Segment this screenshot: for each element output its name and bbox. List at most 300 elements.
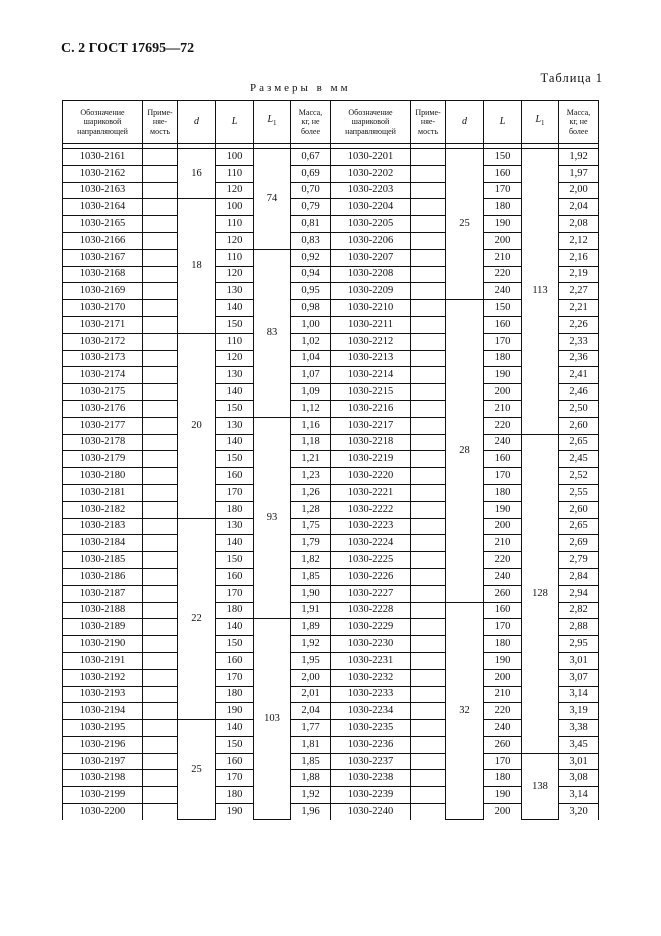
- L-cell-right: 240: [484, 720, 522, 737]
- applicability-cell-left: [143, 636, 178, 653]
- L-cell-right: 180: [484, 199, 522, 216]
- mass-cell-right: 2,41: [559, 367, 599, 384]
- L-cell-right: 200: [484, 518, 522, 535]
- applicability-cell-left: [143, 669, 178, 686]
- mass-cell-right: 2,79: [559, 552, 599, 569]
- designation-cell-left: 1030-2191: [63, 652, 143, 669]
- mass-cell-right: 3,07: [559, 669, 599, 686]
- mass-cell-right: 3,08: [559, 770, 599, 787]
- applicability-cell-left: [143, 384, 178, 401]
- mass-cell-left: 1,04: [291, 350, 331, 367]
- designation-cell-left: 1030-2182: [63, 501, 143, 518]
- table-row: [63, 636, 599, 653]
- applicability-cell-right: [411, 585, 446, 602]
- L1-group-cell-right: 113: [522, 149, 559, 435]
- L-cell-left: 160: [216, 753, 254, 770]
- table-row: [63, 736, 599, 753]
- L-cell-right: 220: [484, 266, 522, 283]
- applicability-cell-left: [143, 333, 178, 350]
- designation-cell-left: 1030-2188: [63, 602, 143, 619]
- L-cell-right: 190: [484, 216, 522, 233]
- header-applicability-left: Приме- няе- мость: [143, 101, 178, 144]
- table-body: [63, 144, 599, 820]
- mass-cell-right: 2,27: [559, 283, 599, 300]
- applicability-cell-left: [143, 468, 178, 485]
- mass-cell-right: 2,45: [559, 451, 599, 468]
- mass-cell-right: 3,01: [559, 753, 599, 770]
- table-row: [63, 669, 599, 686]
- applicability-cell-right: [411, 350, 446, 367]
- table-row: [63, 720, 599, 737]
- L-cell-right: 240: [484, 434, 522, 451]
- L-cell-left: 100: [216, 199, 254, 216]
- designation-cell-left: 1030-2166: [63, 232, 143, 249]
- designation-cell-left: 1030-2162: [63, 165, 143, 182]
- designation-cell-right: 1030-2213: [331, 350, 411, 367]
- mass-cell-right: 3,20: [559, 804, 599, 820]
- designation-cell-right: 1030-2220: [331, 468, 411, 485]
- mass-cell-left: 1,96: [291, 804, 331, 820]
- mass-cell-left: 0,81: [291, 216, 331, 233]
- mass-cell-left: 1,81: [291, 736, 331, 753]
- applicability-cell-left: [143, 149, 178, 166]
- mass-cell-right: 1,92: [559, 149, 599, 166]
- L-cell-left: 140: [216, 434, 254, 451]
- designation-cell-right: 1030-2214: [331, 367, 411, 384]
- mass-cell-left: 1,75: [291, 518, 331, 535]
- mass-cell-right: 2,19: [559, 266, 599, 283]
- mass-cell-right: 2,60: [559, 417, 599, 434]
- page-header: С. 2 ГОСТ 17695—72: [61, 41, 195, 56]
- L1-group-cell-left: 83: [254, 249, 291, 417]
- applicability-cell-left: [143, 568, 178, 585]
- designation-cell-left: 1030-2175: [63, 384, 143, 401]
- designation-cell-left: 1030-2196: [63, 736, 143, 753]
- mass-cell-left: 1,18: [291, 434, 331, 451]
- applicability-cell-right: [411, 535, 446, 552]
- applicability-cell-right: [411, 451, 446, 468]
- d-group-cell-left: 20: [178, 333, 216, 518]
- table-number: Таблица 1: [540, 71, 603, 85]
- mass-cell-left: 1,95: [291, 652, 331, 669]
- applicability-cell-left: [143, 518, 178, 535]
- d-group-cell-left: 16: [178, 149, 216, 199]
- mass-cell-left: 0,92: [291, 249, 331, 266]
- applicability-cell-left: [143, 585, 178, 602]
- mass-cell-right: 2,84: [559, 568, 599, 585]
- table-row: [63, 216, 599, 233]
- designation-cell-left: 1030-2164: [63, 199, 143, 216]
- applicability-cell-left: [143, 232, 178, 249]
- designation-cell-right: 1030-2201: [331, 149, 411, 166]
- designation-cell-left: 1030-2167: [63, 249, 143, 266]
- L-cell-right: 210: [484, 686, 522, 703]
- applicability-cell-right: [411, 804, 446, 820]
- table-row: [63, 585, 599, 602]
- table-row: [63, 316, 599, 333]
- header-mass-left: Масса, кг, не более: [291, 101, 331, 144]
- designation-cell-right: 1030-2221: [331, 484, 411, 501]
- header-L1-left: $L_1$: [254, 101, 291, 144]
- L-cell-left: 100: [216, 149, 254, 166]
- mass-cell-left: 0,79: [291, 199, 331, 216]
- table-row: [63, 518, 599, 535]
- L-cell-right: 190: [484, 501, 522, 518]
- L-cell-left: 110: [216, 216, 254, 233]
- applicability-cell-left: [143, 300, 178, 317]
- mass-cell-left: 2,01: [291, 686, 331, 703]
- L-cell-right: 200: [484, 232, 522, 249]
- designation-cell-right: 1030-2229: [331, 619, 411, 636]
- mass-cell-right: 3,14: [559, 686, 599, 703]
- applicability-cell-right: [411, 165, 446, 182]
- applicability-cell-right: [411, 552, 446, 569]
- designation-cell-right: 1030-2225: [331, 552, 411, 569]
- applicability-cell-right: [411, 333, 446, 350]
- applicability-cell-left: [143, 770, 178, 787]
- table-row: [63, 367, 599, 384]
- applicability-cell-left: [143, 652, 178, 669]
- applicability-cell-left: [143, 165, 178, 182]
- applicability-cell-right: [411, 367, 446, 384]
- table-row: [63, 619, 599, 636]
- mass-cell-left: 1,09: [291, 384, 331, 401]
- L-cell-left: 180: [216, 686, 254, 703]
- designation-cell-right: 1030-2210: [331, 300, 411, 317]
- designation-cell-left: 1030-2197: [63, 753, 143, 770]
- designation-cell-right: 1030-2215: [331, 384, 411, 401]
- applicability-cell-left: [143, 535, 178, 552]
- applicability-cell-left: [143, 804, 178, 820]
- L-cell-right: 190: [484, 367, 522, 384]
- L-cell-right: 150: [484, 300, 522, 317]
- applicability-cell-right: [411, 787, 446, 804]
- header-designation-right: Обозначение шариковой направляющей: [331, 101, 411, 144]
- designation-cell-left: 1030-2184: [63, 535, 143, 552]
- applicability-cell-right: [411, 736, 446, 753]
- designation-cell-left: 1030-2186: [63, 568, 143, 585]
- L-cell-left: 160: [216, 568, 254, 585]
- designation-cell-left: 1030-2198: [63, 770, 143, 787]
- designation-cell-right: 1030-2202: [331, 165, 411, 182]
- mass-cell-right: 2,60: [559, 501, 599, 518]
- L1-group-cell-left: 103: [254, 619, 291, 820]
- mass-cell-right: 2,12: [559, 232, 599, 249]
- mass-cell-left: 1,92: [291, 636, 331, 653]
- table-row: [63, 400, 599, 417]
- applicability-cell-right: [411, 720, 446, 737]
- table-row: [63, 417, 599, 434]
- designation-cell-right: 1030-2223: [331, 518, 411, 535]
- applicability-cell-left: [143, 182, 178, 199]
- L-cell-right: 210: [484, 535, 522, 552]
- designation-cell-left: 1030-2168: [63, 266, 143, 283]
- L-cell-right: 210: [484, 400, 522, 417]
- table-row: [63, 703, 599, 720]
- designation-cell-right: 1030-2232: [331, 669, 411, 686]
- L-cell-right: 200: [484, 669, 522, 686]
- L-cell-right: 220: [484, 552, 522, 569]
- mass-cell-left: 0,69: [291, 165, 331, 182]
- applicability-cell-right: [411, 753, 446, 770]
- dimensions-table: [62, 100, 599, 820]
- L-cell-right: 160: [484, 165, 522, 182]
- L-cell-right: 260: [484, 585, 522, 602]
- header-mass-right: Масса, кг, не более: [559, 101, 599, 144]
- mass-cell-left: 1,07: [291, 367, 331, 384]
- designation-cell-left: 1030-2194: [63, 703, 143, 720]
- L-cell-left: 170: [216, 484, 254, 501]
- mass-cell-left: 1,16: [291, 417, 331, 434]
- mass-cell-left: 2,00: [291, 669, 331, 686]
- applicability-cell-left: [143, 400, 178, 417]
- table-row: [63, 266, 599, 283]
- designation-cell-right: 1030-2233: [331, 686, 411, 703]
- applicability-cell-left: [143, 451, 178, 468]
- designation-cell-left: 1030-2178: [63, 434, 143, 451]
- applicability-cell-right: [411, 384, 446, 401]
- applicability-cell-right: [411, 669, 446, 686]
- L1-group-cell-right: 128: [522, 434, 559, 753]
- d-group-cell-left: 22: [178, 518, 216, 720]
- applicability-cell-right: [411, 602, 446, 619]
- table-row: [63, 232, 599, 249]
- mass-cell-right: 2,33: [559, 333, 599, 350]
- applicability-cell-right: [411, 417, 446, 434]
- applicability-cell-right: [411, 216, 446, 233]
- table-row: [63, 686, 599, 703]
- L-cell-left: 150: [216, 636, 254, 653]
- applicability-cell-right: [411, 636, 446, 653]
- table-row: [63, 451, 599, 468]
- mass-cell-left: 1,88: [291, 770, 331, 787]
- mass-cell-right: 2,94: [559, 585, 599, 602]
- mass-cell-left: 1,79: [291, 535, 331, 552]
- L1-group-cell-left: 93: [254, 417, 291, 619]
- designation-cell-right: 1030-2203: [331, 182, 411, 199]
- L-cell-right: 160: [484, 451, 522, 468]
- designation-cell-right: 1030-2240: [331, 804, 411, 820]
- applicability-cell-right: [411, 703, 446, 720]
- L-cell-right: 160: [484, 316, 522, 333]
- mass-cell-left: 1,85: [291, 568, 331, 585]
- designation-cell-right: 1030-2236: [331, 736, 411, 753]
- designation-cell-left: 1030-2190: [63, 636, 143, 653]
- mass-cell-right: 2,08: [559, 216, 599, 233]
- L-cell-left: 140: [216, 720, 254, 737]
- L-cell-left: 160: [216, 652, 254, 669]
- designation-cell-left: 1030-2199: [63, 787, 143, 804]
- designation-cell-left: 1030-2193: [63, 686, 143, 703]
- applicability-cell-left: [143, 787, 178, 804]
- L-cell-right: 180: [484, 770, 522, 787]
- mass-cell-left: 1,82: [291, 552, 331, 569]
- applicability-cell-left: [143, 199, 178, 216]
- designation-cell-left: 1030-2165: [63, 216, 143, 233]
- d-group-cell-left: 18: [178, 199, 216, 333]
- applicability-cell-right: [411, 232, 446, 249]
- L-cell-left: 110: [216, 333, 254, 350]
- designation-cell-left: 1030-2180: [63, 468, 143, 485]
- designation-cell-left: 1030-2174: [63, 367, 143, 384]
- mass-cell-right: 2,65: [559, 518, 599, 535]
- mass-cell-left: 2,04: [291, 703, 331, 720]
- L-cell-left: 130: [216, 367, 254, 384]
- designation-cell-left: 1030-2171: [63, 316, 143, 333]
- applicability-cell-right: [411, 619, 446, 636]
- applicability-cell-left: [143, 686, 178, 703]
- L-cell-left: 180: [216, 787, 254, 804]
- mass-cell-left: 1,77: [291, 720, 331, 737]
- applicability-cell-left: [143, 249, 178, 266]
- table-row: [63, 384, 599, 401]
- designation-cell-left: 1030-2187: [63, 585, 143, 602]
- L-cell-left: 110: [216, 249, 254, 266]
- L-cell-left: 120: [216, 350, 254, 367]
- table-row: [63, 165, 599, 182]
- L-cell-right: 150: [484, 149, 522, 166]
- mass-cell-left: 0,95: [291, 283, 331, 300]
- d-group-cell-right: 28: [446, 300, 484, 602]
- applicability-cell-right: [411, 199, 446, 216]
- L-cell-left: 120: [216, 266, 254, 283]
- mass-cell-left: 1,00: [291, 316, 331, 333]
- mass-cell-right: 2,26: [559, 316, 599, 333]
- designation-cell-left: 1030-2172: [63, 333, 143, 350]
- designation-cell-right: 1030-2224: [331, 535, 411, 552]
- L-cell-left: 150: [216, 736, 254, 753]
- mass-cell-right: 2,16: [559, 249, 599, 266]
- applicability-cell-left: [143, 720, 178, 737]
- table-row: [63, 568, 599, 585]
- header-L-left: L: [216, 101, 254, 144]
- L-cell-left: 120: [216, 232, 254, 249]
- applicability-cell-left: [143, 602, 178, 619]
- L-cell-right: 170: [484, 753, 522, 770]
- L-cell-left: 170: [216, 585, 254, 602]
- table-row: [63, 552, 599, 569]
- mass-cell-left: 0,98: [291, 300, 331, 317]
- mass-cell-left: 0,94: [291, 266, 331, 283]
- header-d-left: d: [178, 101, 216, 144]
- mass-cell-right: 2,82: [559, 602, 599, 619]
- L-cell-left: 130: [216, 283, 254, 300]
- L-cell-right: 220: [484, 703, 522, 720]
- applicability-cell-left: [143, 736, 178, 753]
- L-cell-left: 120: [216, 182, 254, 199]
- applicability-cell-right: [411, 316, 446, 333]
- applicability-cell-right: [411, 266, 446, 283]
- designation-cell-left: 1030-2195: [63, 720, 143, 737]
- applicability-cell-right: [411, 501, 446, 518]
- L-cell-right: 180: [484, 484, 522, 501]
- applicability-cell-left: [143, 216, 178, 233]
- L-cell-right: 200: [484, 804, 522, 820]
- designation-cell-right: 1030-2217: [331, 417, 411, 434]
- designation-cell-right: 1030-2206: [331, 232, 411, 249]
- applicability-cell-left: [143, 484, 178, 501]
- applicability-cell-right: [411, 568, 446, 585]
- designation-cell-right: 1030-2208: [331, 266, 411, 283]
- L-cell-right: 240: [484, 568, 522, 585]
- applicability-cell-right: [411, 149, 446, 166]
- mass-cell-right: 2,04: [559, 199, 599, 216]
- table-row: [63, 249, 599, 266]
- mass-cell-left: 1,21: [291, 451, 331, 468]
- applicability-cell-right: [411, 518, 446, 535]
- header-applicability-right: Приме- няе- мость: [411, 101, 446, 144]
- designation-cell-right: 1030-2209: [331, 283, 411, 300]
- designation-cell-left: 1030-2173: [63, 350, 143, 367]
- mass-cell-right: 3,14: [559, 787, 599, 804]
- d-group-cell-right: 32: [446, 602, 484, 820]
- mass-cell-left: 1,12: [291, 400, 331, 417]
- mass-cell-right: 2,50: [559, 400, 599, 417]
- designation-cell-right: 1030-2230: [331, 636, 411, 653]
- applicability-cell-left: [143, 350, 178, 367]
- applicability-cell-left: [143, 552, 178, 569]
- mass-cell-right: 2,55: [559, 484, 599, 501]
- mass-cell-left: 0,83: [291, 232, 331, 249]
- applicability-cell-left: [143, 283, 178, 300]
- mass-cell-left: 1,89: [291, 619, 331, 636]
- designation-cell-right: 1030-2234: [331, 703, 411, 720]
- L-cell-left: 150: [216, 316, 254, 333]
- table-row: [63, 770, 599, 787]
- table-row: [63, 652, 599, 669]
- mass-cell-right: 2,88: [559, 619, 599, 636]
- L-cell-left: 130: [216, 518, 254, 535]
- applicability-cell-right: [411, 434, 446, 451]
- designation-cell-right: 1030-2207: [331, 249, 411, 266]
- units-caption: Размеры в мм: [250, 82, 351, 94]
- designation-cell-right: 1030-2216: [331, 400, 411, 417]
- applicability-cell-right: [411, 652, 446, 669]
- L-cell-left: 140: [216, 300, 254, 317]
- mass-cell-right: 3,45: [559, 736, 599, 753]
- applicability-cell-right: [411, 400, 446, 417]
- mass-cell-right: 2,65: [559, 434, 599, 451]
- table-row: [63, 753, 599, 770]
- designation-cell-left: 1030-2183: [63, 518, 143, 535]
- designation-cell-left: 1030-2192: [63, 669, 143, 686]
- designation-cell-left: 1030-2177: [63, 417, 143, 434]
- designation-cell-right: 1030-2204: [331, 199, 411, 216]
- L-cell-right: 170: [484, 182, 522, 199]
- designation-cell-left: 1030-2179: [63, 451, 143, 468]
- applicability-cell-left: [143, 501, 178, 518]
- mass-cell-left: 1,28: [291, 501, 331, 518]
- table-row: [63, 283, 599, 300]
- table-row: [63, 535, 599, 552]
- designation-cell-right: 1030-2228: [331, 602, 411, 619]
- table-row: [63, 350, 599, 367]
- L-cell-right: 190: [484, 652, 522, 669]
- mass-cell-left: 0,67: [291, 149, 331, 166]
- designation-cell-right: 1030-2212: [331, 333, 411, 350]
- table-row: [63, 787, 599, 804]
- L-cell-left: 190: [216, 703, 254, 720]
- mass-cell-right: 1,97: [559, 165, 599, 182]
- L-cell-right: 160: [484, 602, 522, 619]
- designation-cell-left: 1030-2163: [63, 182, 143, 199]
- designation-cell-right: 1030-2227: [331, 585, 411, 602]
- L-cell-left: 140: [216, 384, 254, 401]
- table-row: [63, 602, 599, 619]
- applicability-cell-right: [411, 686, 446, 703]
- designation-cell-right: 1030-2222: [331, 501, 411, 518]
- applicability-cell-left: [143, 266, 178, 283]
